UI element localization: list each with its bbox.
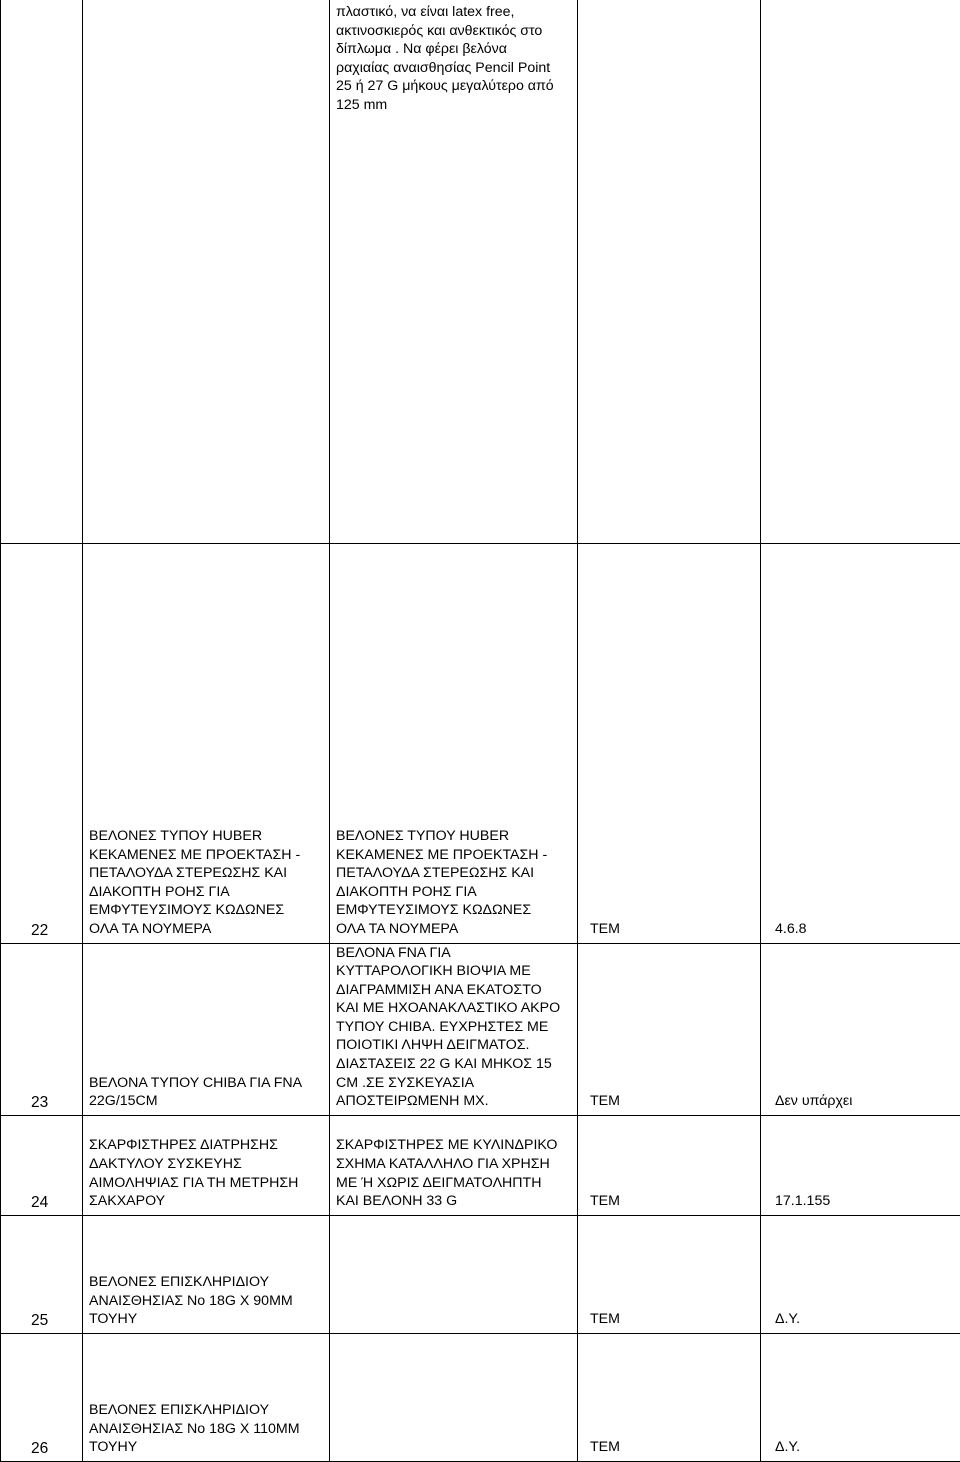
- unit-cell: [578, 0, 761, 543]
- unit-text: ΤΕΜ: [590, 1193, 620, 1209]
- unit-cell: [578, 1333, 761, 1461]
- reference-price-cell: [761, 1333, 960, 1461]
- item-description-line: ΕΜΦΥΤΕΥΣΙΜΟΥΣ ΚΩΔΩΝΕΣ: [89, 901, 329, 920]
- unit-cell: [578, 1115, 761, 1215]
- item-description-line: ΑΙΜΟΛΗΨΙΑΣ ΓΙΑ ΤΗ ΜΕΤΡΗΣΗ: [89, 1174, 329, 1193]
- item-description-cell: [83, 1115, 330, 1215]
- item-specification-line: ακτινοσκιερός και ανθεκτικός στο: [336, 22, 577, 41]
- item-number-cell: [1, 1115, 83, 1215]
- item-number-cell: [1, 543, 83, 943]
- item-description-line: ΚΕΚΑΜΕΝΕΣ ΜΕ ΠΡΟΕΚΤΑΣΗ -: [89, 846, 329, 865]
- reference-price-cell: [761, 1215, 960, 1333]
- unit-text: ΤΕΜ: [590, 921, 620, 937]
- item-number-text: 24: [31, 1194, 48, 1211]
- item-description-cell: [83, 1333, 330, 1461]
- unit-cell: [578, 543, 761, 943]
- item-specification-cell: [330, 0, 578, 543]
- table-row: [1, 1333, 960, 1461]
- table-row: [1, 943, 960, 1115]
- item-description-cell: [83, 0, 330, 543]
- item-description-line: ΤΟΥΗΥ: [89, 1438, 329, 1457]
- table-row: [1, 0, 960, 543]
- reference-price-text: 17.1.155: [775, 1193, 830, 1209]
- reference-price-text: Δ.Υ.: [775, 1311, 800, 1327]
- item-specification-line: ΒΕΛΟΝΕΣ ΤΥΠΟΥ HUBER: [336, 827, 577, 846]
- item-specification-line: 125 mm: [336, 96, 577, 115]
- item-specification-line: ΔΙΑΚΟΠΤΗ ΡΟΗΣ ΓΙΑ: [336, 883, 577, 902]
- item-description-cell: [83, 943, 330, 1115]
- item-number-cell: [1, 1333, 83, 1461]
- reference-price-text: 4.6.8: [775, 921, 807, 937]
- item-description-cell: [83, 1215, 330, 1333]
- item-specification-line: ΚΑΙ ΜΕ ΗΧΟΑΝΑΚΛΑΣΤΙΚΟ ΑΚΡΟ: [336, 999, 577, 1018]
- item-specification-line: ΚΥΤΤΑΡΟΛΟΓΙΚΗ ΒΙΟΨΙΑ ΜΕ: [336, 962, 577, 981]
- item-description-line: ΣΚΑΡΦΙΣΤΗΡΕΣ ΔΙΑΤΡΗΣΗΣ: [89, 1136, 329, 1155]
- reference-price-text: Δεν υπάρχει: [775, 1093, 852, 1109]
- item-number-text: 26: [31, 1440, 48, 1457]
- item-specification-line: ΔΙΑΣΤΑΣΕΙΣ 22 G ΚΑΙ ΜΗΚΟΣ 15: [336, 1055, 577, 1074]
- item-specification-line: δίπλωμα . Να φέρει βελόνα: [336, 40, 577, 59]
- item-description-line: ΔΑΚΤΥΛΟΥ ΣΥΣΚΕΥΗΣ: [89, 1155, 329, 1174]
- item-description-line: ΑΝΑΙΣΘΗΣΙΑΣ No 18G X 90MM: [89, 1292, 329, 1311]
- item-specification-line: ΜΕ Ή ΧΩΡΙΣ ΔΕΙΓΜΑΤΟΛΗΠΤΗ: [336, 1174, 577, 1193]
- unit-text: ΤΕΜ: [590, 1439, 620, 1455]
- item-number-text: 22: [31, 922, 48, 939]
- item-specification-line: ΚΕΚΑΜΕΝΕΣ ΜΕ ΠΡΟΕΚΤΑΣΗ -: [336, 846, 577, 865]
- item-description-line: ΑΝΑΙΣΘΗΣΙΑΣ No 18G X 110MM: [89, 1420, 329, 1439]
- unit-cell: [578, 943, 761, 1115]
- item-description-cell: [83, 543, 330, 943]
- item-specification-line: ΤΥΠΟΥ CHIBA. ΕΥΧΡΗΣΤΕΣ ΜΕ: [336, 1018, 577, 1037]
- item-number-cell: [1, 0, 83, 543]
- item-description-line: ΒΕΛΟΝΕΣ ΤΥΠΟΥ HUBER: [89, 827, 329, 846]
- item-description-line: ΟΛΑ ΤΑ ΝΟΥΜΕΡΑ: [89, 920, 329, 939]
- item-specification-cell: [330, 1215, 578, 1333]
- item-specification-cell: [330, 943, 578, 1115]
- item-specification-line: ΟΛΑ ΤΑ ΝΟΥΜΕΡΑ: [336, 920, 577, 939]
- item-specification-line: 25 ή 27 G μήκους μεγαλύτερο από: [336, 77, 577, 96]
- item-description-line: ΤΟΥΗΥ: [89, 1310, 329, 1329]
- item-description-line: ΒΕΛΟΝΑ ΤΥΠΟΥ CHIBA ΓΙΑ FNA: [89, 1074, 329, 1093]
- reference-price-cell: [761, 543, 960, 943]
- item-description-line: ΔΙΑΚΟΠΤΗ ΡΟΗΣ ΓΙΑ: [89, 883, 329, 902]
- table-row: [1, 1115, 960, 1215]
- item-description-line: ΒΕΛΟΝΕΣ ΕΠΙΣΚΛΗΡΙΔΙΟΥ: [89, 1273, 329, 1292]
- item-specification-cell: [330, 1333, 578, 1461]
- item-specification-line: ΣΧΗΜΑ ΚΑΤΑΛΛΗΛΟ ΓΙΑ ΧΡΗΣΗ: [336, 1155, 577, 1174]
- reference-price-cell: [761, 0, 960, 543]
- item-specification-cell: [330, 543, 578, 943]
- item-specification-line: ΔΙΑΓΡΑΜΜΙΣΗ ΑΝΑ ΕΚΑΤΟΣΤΟ: [336, 981, 577, 1000]
- item-specification-line: CM .ΣΕ ΣΥΣΚΕΥΑΣΙΑ: [336, 1074, 577, 1093]
- item-specification-line: ΣΚΑΡΦΙΣΤΗΡΕΣ ΜΕ ΚΥΛΙΝΔΡΙΚΟ: [336, 1136, 577, 1155]
- item-number-cell: [1, 1215, 83, 1333]
- item-number-text: 25: [31, 1312, 48, 1329]
- unit-cell: [578, 1215, 761, 1333]
- unit-text: ΤΕΜ: [590, 1093, 620, 1109]
- item-number-text: 23: [31, 1094, 48, 1111]
- reference-price-cell: [761, 943, 960, 1115]
- item-description-line: ΣΑΚΧΑΡΟΥ: [89, 1192, 329, 1211]
- item-specification-line: πλαστικό, να είναι latex free,: [336, 3, 577, 22]
- item-number-cell: [1, 943, 83, 1115]
- item-specification-line: ΠΟΙΟΤΙΚΙ ΛΗΨΗ ΔΕΙΓΜΑΤΟΣ.: [336, 1036, 577, 1055]
- item-specification-line: ραχιαίας αναισθησίας Pencil Point: [336, 59, 577, 78]
- item-specification-line: ΒΕΛΟΝΑ FNA ΓΙΑ: [336, 944, 577, 963]
- item-specification-line: ΕΜΦΥΤΕΥΣΙΜΟΥΣ ΚΩΔΩΝΕΣ: [336, 901, 577, 920]
- reference-price-text: Δ.Υ.: [775, 1439, 800, 1455]
- reference-price-cell: [761, 1115, 960, 1215]
- unit-text: ΤΕΜ: [590, 1311, 620, 1327]
- table-body: [1, 0, 960, 1461]
- item-specification-line: ΑΠΟΣΤΕΙΡΩΜΕΝΗ ΜΧ.: [336, 1092, 577, 1111]
- item-description-line: 22G/15CM: [89, 1092, 329, 1111]
- item-specification-cell: [330, 1115, 578, 1215]
- item-description-line: ΠΕΤΑΛΟΥΔΑ ΣΤΕΡΕΩΣΗΣ ΚΑΙ: [89, 864, 329, 883]
- item-specification-line: ΠΕΤΑΛΟΥΔΑ ΣΤΕΡΕΩΣΗΣ ΚΑΙ: [336, 864, 577, 883]
- table-row: [1, 1215, 960, 1333]
- item-description-line: ΒΕΛΟΝΕΣ ΕΠΙΣΚΛΗΡΙΔΙΟΥ: [89, 1401, 329, 1420]
- item-specification-line: ΚΑΙ ΒΕΛΟΝΗ 33 G: [336, 1192, 577, 1211]
- table-row: [1, 543, 960, 943]
